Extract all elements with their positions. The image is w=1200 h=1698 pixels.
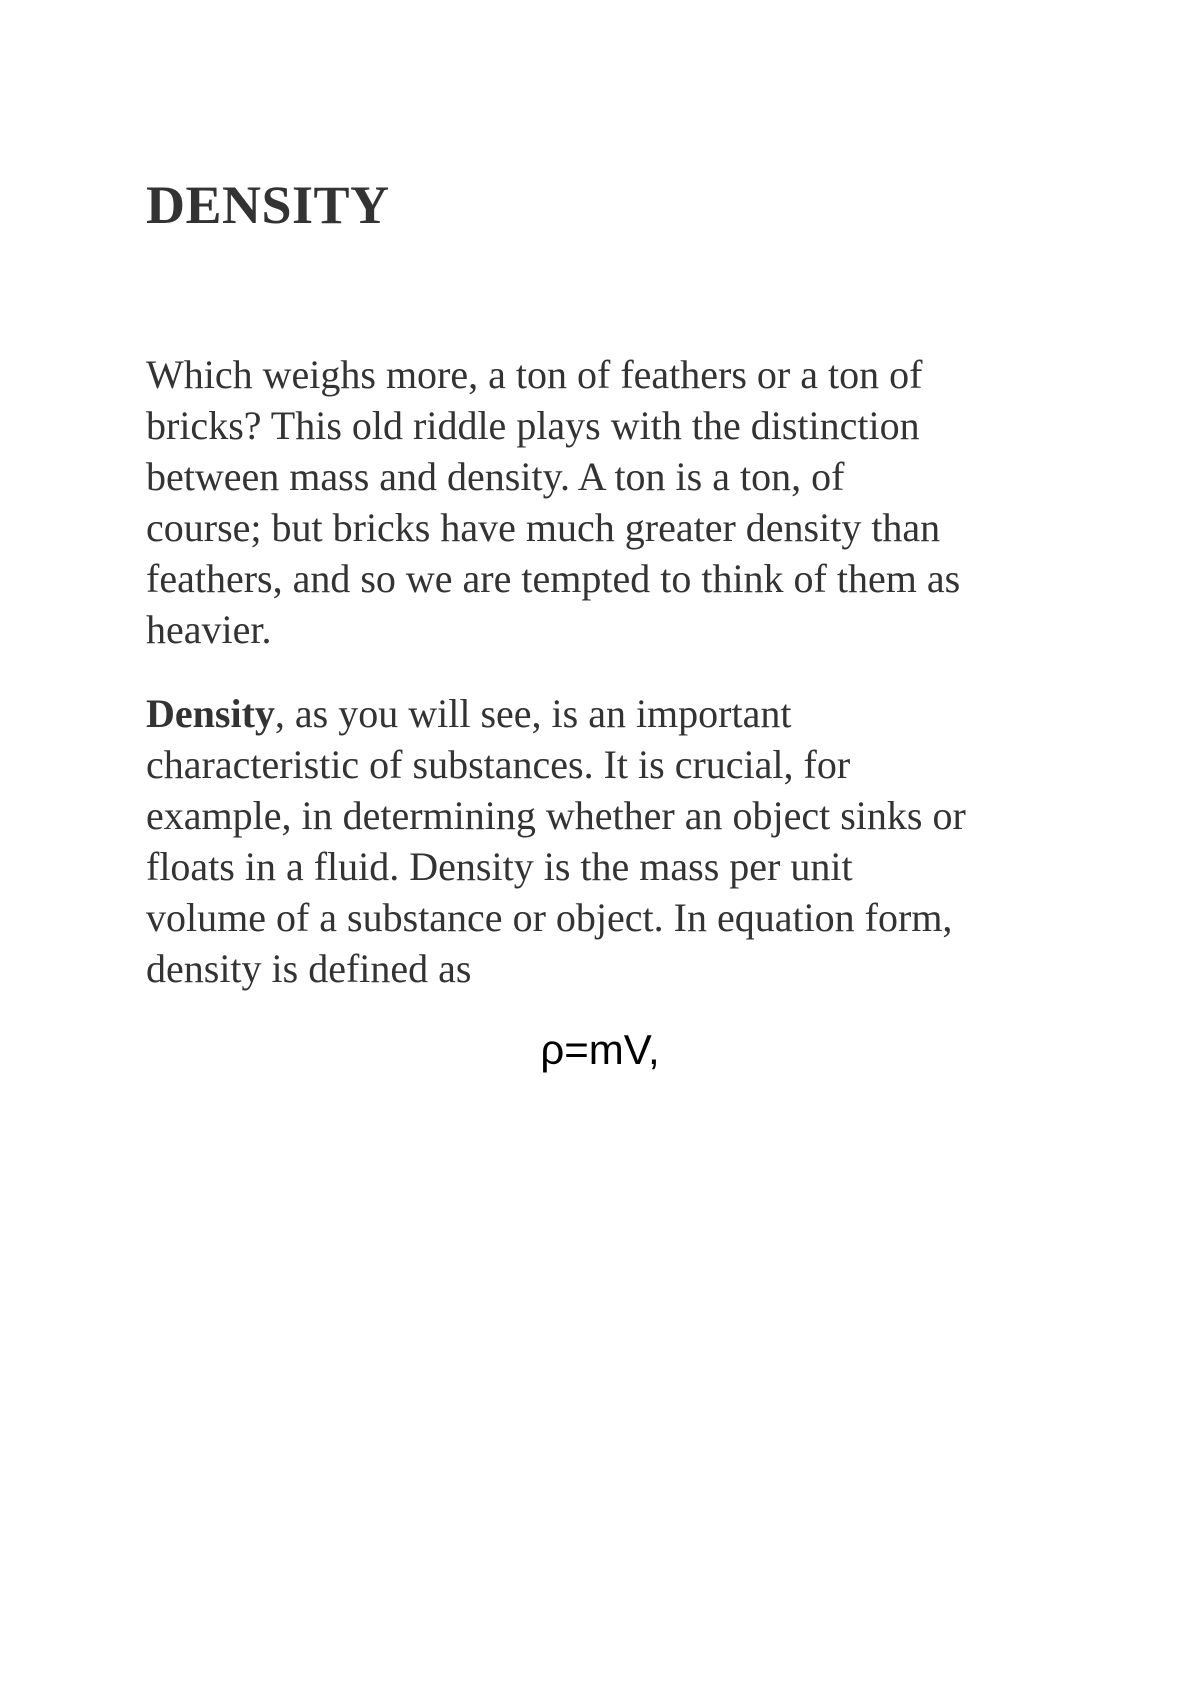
defined-term: Density	[146, 691, 275, 736]
page-title: DENSITY	[146, 175, 390, 235]
paragraph-line: between mass and density. A ton is a ton, of	[146, 454, 845, 499]
paragraph-line: density is defined as	[146, 946, 472, 991]
paragraph-line: Which weighs more, a ton of feathers or a ton of	[146, 352, 923, 397]
paragraph-text: , as you will see, is an important	[274, 691, 792, 736]
paragraph-line: example, in determining whether an object sinks or	[146, 793, 966, 838]
paragraph-line: feathers, and so we are tempted to think of them as	[146, 556, 961, 601]
intro-paragraph	[146, 349, 960, 655]
paragraph-line: characteristic of substances. It is crucial, for	[146, 742, 851, 787]
paragraph-line: volume of a substance or object. In equation form,	[146, 895, 953, 940]
paragraph-line: course; but bricks have much greater density than	[146, 505, 941, 550]
paragraph-line: heavier.	[146, 607, 272, 652]
density-equation: ρ=mV,	[540, 1026, 660, 1073]
definition-paragraph	[146, 688, 966, 994]
paragraph-line: floats in a fluid. Density is the mass per unit	[146, 844, 853, 889]
paragraph-line: bricks? This old riddle plays with the distinction	[146, 403, 920, 448]
paragraph-line	[146, 688, 966, 739]
